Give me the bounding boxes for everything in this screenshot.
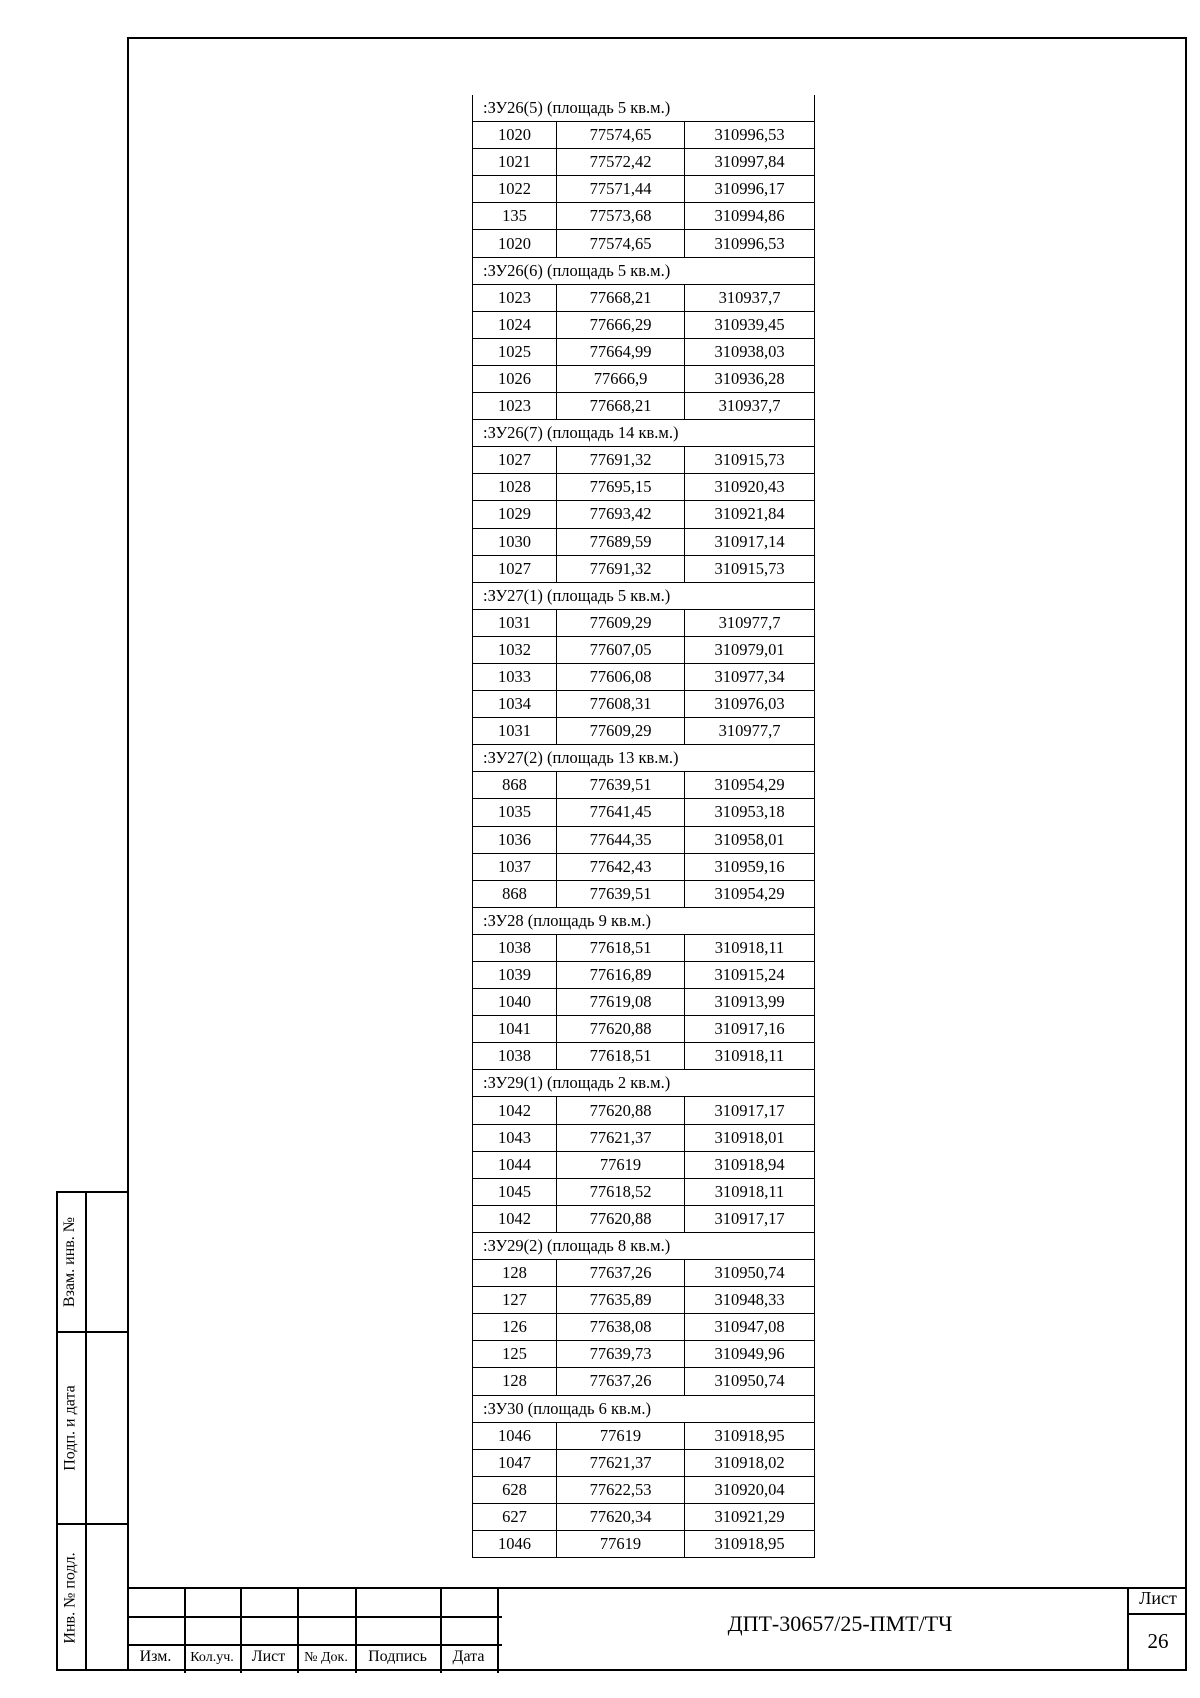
table-row: [473, 1016, 815, 1043]
point-number-cell: 126: [473, 1314, 557, 1341]
table-row: [473, 1260, 815, 1287]
table-row: [473, 501, 815, 528]
parcel-title: :ЗУ27(2) (площадь 13 кв.м.): [473, 745, 815, 772]
point-number-cell: 1036: [473, 826, 557, 853]
table-row: [473, 149, 815, 176]
y-coordinate-cell: 310948,33: [685, 1287, 815, 1314]
y-coordinate-cell: 310958,01: [685, 826, 815, 853]
table-row: [473, 799, 815, 826]
coordinates-table: [472, 95, 815, 1558]
parcel-header-row: [473, 1070, 815, 1097]
x-coordinate-cell: 77666,29: [557, 311, 685, 338]
x-coordinate-cell: 77639,51: [557, 772, 685, 799]
parcel-title: :ЗУ28 (площадь 9 кв.м.): [473, 907, 815, 934]
table-row: [473, 718, 815, 745]
y-coordinate-cell: 310917,17: [685, 1205, 815, 1232]
y-coordinate-cell: 310917,16: [685, 1016, 815, 1043]
point-number-cell: 1042: [473, 1205, 557, 1232]
x-coordinate-cell: 77609,29: [557, 718, 685, 745]
x-coordinate-cell: 77693,42: [557, 501, 685, 528]
x-coordinate-cell: 77619: [557, 1151, 685, 1178]
table-row: [473, 365, 815, 392]
x-coordinate-cell: 77606,08: [557, 663, 685, 690]
x-coordinate-cell: 77609,29: [557, 609, 685, 636]
table-row: [473, 1530, 815, 1557]
y-coordinate-cell: 310921,84: [685, 501, 815, 528]
table-row: [473, 311, 815, 338]
sheet-number: 26: [1147, 1629, 1169, 1653]
y-coordinate-cell: 310918,11: [685, 934, 815, 961]
parcel-header-row: [473, 95, 815, 122]
y-coordinate-cell: 310996,17: [685, 176, 815, 203]
y-coordinate-cell: 310920,04: [685, 1476, 815, 1503]
y-coordinate-cell: 310917,14: [685, 528, 815, 555]
stamp-label-list: Лист: [251, 1648, 286, 1665]
table-row: [473, 1449, 815, 1476]
table-row: [473, 555, 815, 582]
point-number-cell: 1045: [473, 1178, 557, 1205]
parcel-title: :ЗУ26(7) (площадь 14 кв.м.): [473, 420, 815, 447]
point-number-cell: 1023: [473, 393, 557, 420]
point-number-cell: 1043: [473, 1124, 557, 1151]
y-coordinate-cell: 310915,24: [685, 962, 815, 989]
x-coordinate-cell: 77618,51: [557, 934, 685, 961]
parcel-title: :ЗУ30 (площадь 6 кв.м.): [473, 1395, 815, 1422]
table-row: [473, 230, 815, 257]
parcel-header-row: [473, 745, 815, 772]
point-number-cell: 1038: [473, 1043, 557, 1070]
point-number-cell: 1021: [473, 149, 557, 176]
point-number-cell: 1025: [473, 338, 557, 365]
x-coordinate-cell: 77574,65: [557, 122, 685, 149]
y-coordinate-cell: 310936,28: [685, 365, 815, 392]
table-row: [473, 636, 815, 663]
table-row: [473, 826, 815, 853]
point-number-cell: 1022: [473, 176, 557, 203]
y-coordinate-cell: 310918,01: [685, 1124, 815, 1151]
point-number-cell: 1026: [473, 365, 557, 392]
parcel-header-row: [473, 907, 815, 934]
sheet-box: [1127, 1587, 1187, 1671]
point-number-cell: 1039: [473, 962, 557, 989]
stamp-label-podpis: Подпись: [368, 1648, 427, 1665]
x-coordinate-cell: 77637,26: [557, 1260, 685, 1287]
x-coordinate-cell: 77619: [557, 1530, 685, 1557]
stamp-label-doc-no: № Док.: [304, 1650, 348, 1665]
table-row: [473, 1097, 815, 1124]
stamp-label-izm: Изм.: [139, 1648, 172, 1665]
point-number-cell: 1028: [473, 474, 557, 501]
table-row: [473, 1043, 815, 1070]
y-coordinate-cell: 310994,86: [685, 203, 815, 230]
table-row: [473, 691, 815, 718]
y-coordinate-cell: 310913,99: [685, 989, 815, 1016]
point-number-cell: 1033: [473, 663, 557, 690]
document-code: ДПТ-30657/25-ПМТ/ТЧ: [727, 1611, 953, 1636]
podp-data-label: Подп. и дата: [61, 1385, 79, 1471]
x-coordinate-cell: 77638,08: [557, 1314, 685, 1341]
point-number-cell: 128: [473, 1260, 557, 1287]
y-coordinate-cell: 310996,53: [685, 230, 815, 257]
table-row: [473, 609, 815, 636]
x-coordinate-cell: 77618,51: [557, 1043, 685, 1070]
point-number-cell: 1046: [473, 1530, 557, 1557]
table-row: [473, 853, 815, 880]
x-coordinate-cell: 77644,35: [557, 826, 685, 853]
x-coordinate-cell: 77607,05: [557, 636, 685, 663]
y-coordinate-cell: 310939,45: [685, 311, 815, 338]
point-number-cell: 1029: [473, 501, 557, 528]
y-coordinate-cell: 310921,29: [685, 1503, 815, 1530]
point-number-cell: 1023: [473, 284, 557, 311]
x-coordinate-cell: 77666,9: [557, 365, 685, 392]
x-coordinate-cell: 77573,68: [557, 203, 685, 230]
y-coordinate-cell: 310915,73: [685, 447, 815, 474]
table-row: [473, 122, 815, 149]
parcel-header-row: [473, 582, 815, 609]
point-number-cell: 1047: [473, 1449, 557, 1476]
x-coordinate-cell: 77639,51: [557, 880, 685, 907]
y-coordinate-cell: 310976,03: [685, 691, 815, 718]
point-number-cell: 127: [473, 1287, 557, 1314]
x-coordinate-cell: 77574,65: [557, 230, 685, 257]
point-number-cell: 1020: [473, 122, 557, 149]
inv-podl-label: Инв. № подл.: [61, 1552, 79, 1644]
table-row: [473, 1124, 815, 1151]
parcel-title: :ЗУ29(2) (площадь 8 кв.м.): [473, 1232, 815, 1259]
y-coordinate-cell: 310954,29: [685, 772, 815, 799]
table-row: [473, 393, 815, 420]
table-row: [473, 1151, 815, 1178]
parcel-header-row: [473, 1395, 815, 1422]
y-coordinate-cell: 310959,16: [685, 853, 815, 880]
table-row: [473, 1205, 815, 1232]
y-coordinate-cell: 310937,7: [685, 284, 815, 311]
parcel-header-row: [473, 420, 815, 447]
x-coordinate-cell: 77637,26: [557, 1368, 685, 1395]
y-coordinate-cell: 310977,7: [685, 609, 815, 636]
y-coordinate-cell: 310918,95: [685, 1530, 815, 1557]
table-row: [473, 447, 815, 474]
y-coordinate-cell: 310977,7: [685, 718, 815, 745]
y-coordinate-cell: 310953,18: [685, 799, 815, 826]
x-coordinate-cell: 77571,44: [557, 176, 685, 203]
point-number-cell: 1030: [473, 528, 557, 555]
y-coordinate-cell: 310950,74: [685, 1368, 815, 1395]
y-coordinate-cell: 310949,96: [685, 1341, 815, 1368]
x-coordinate-cell: 77635,89: [557, 1287, 685, 1314]
point-number-cell: 1037: [473, 853, 557, 880]
table-row: [473, 1341, 815, 1368]
title-block: [127, 1587, 1187, 1671]
table-row: [473, 1368, 815, 1395]
point-number-cell: 1031: [473, 609, 557, 636]
x-coordinate-cell: 77622,53: [557, 1476, 685, 1503]
y-coordinate-cell: 310917,17: [685, 1097, 815, 1124]
table-row: [473, 772, 815, 799]
point-number-cell: 628: [473, 1476, 557, 1503]
x-coordinate-cell: 77639,73: [557, 1341, 685, 1368]
y-coordinate-cell: 310918,94: [685, 1151, 815, 1178]
point-number-cell: 1024: [473, 311, 557, 338]
point-number-cell: 1020: [473, 230, 557, 257]
table-row: [473, 528, 815, 555]
table-row: [473, 663, 815, 690]
table-row: [473, 203, 815, 230]
table-row: [473, 1503, 815, 1530]
point-number-cell: 125: [473, 1341, 557, 1368]
x-coordinate-cell: 77689,59: [557, 528, 685, 555]
parcel-title: :ЗУ27(1) (площадь 5 кв.м.): [473, 582, 815, 609]
y-coordinate-cell: 310997,84: [685, 149, 815, 176]
y-coordinate-cell: 310977,34: [685, 663, 815, 690]
point-number-cell: 1027: [473, 447, 557, 474]
parcel-header-row: [473, 1232, 815, 1259]
point-number-cell: 1046: [473, 1422, 557, 1449]
table-row: [473, 176, 815, 203]
y-coordinate-cell: 310918,02: [685, 1449, 815, 1476]
table-row: [473, 1314, 815, 1341]
x-coordinate-cell: 77642,43: [557, 853, 685, 880]
x-coordinate-cell: 77664,99: [557, 338, 685, 365]
x-coordinate-cell: 77621,37: [557, 1449, 685, 1476]
point-number-cell: 128: [473, 1368, 557, 1395]
x-coordinate-cell: 77621,37: [557, 1124, 685, 1151]
x-coordinate-cell: 77641,45: [557, 799, 685, 826]
y-coordinate-cell: 310915,73: [685, 555, 815, 582]
y-coordinate-cell: 310920,43: [685, 474, 815, 501]
stamp-label-kol-uch: Кол.уч.: [190, 1650, 234, 1665]
point-number-cell: 1041: [473, 1016, 557, 1043]
y-coordinate-cell: 310947,08: [685, 1314, 815, 1341]
table-row: [473, 880, 815, 907]
table-row: [473, 284, 815, 311]
point-number-cell: 135: [473, 203, 557, 230]
parcel-header-row: [473, 257, 815, 284]
point-number-cell: 627: [473, 1503, 557, 1530]
point-number-cell: 1042: [473, 1097, 557, 1124]
x-coordinate-cell: 77618,52: [557, 1178, 685, 1205]
stamp-label-data: Дата: [452, 1648, 485, 1665]
vzam-inv-label: Взам. инв. №: [61, 1216, 79, 1308]
x-coordinate-cell: 77695,15: [557, 474, 685, 501]
sheet-label: Лист: [1139, 1588, 1177, 1608]
point-number-cell: 1040: [473, 989, 557, 1016]
parcel-title: :ЗУ29(1) (площадь 2 кв.м.): [473, 1070, 815, 1097]
table-row: [473, 1287, 815, 1314]
table-row: [473, 934, 815, 961]
point-number-cell: 1035: [473, 799, 557, 826]
x-coordinate-cell: 77619: [557, 1422, 685, 1449]
table-row: [473, 474, 815, 501]
y-coordinate-cell: 310979,01: [685, 636, 815, 663]
point-number-cell: 1027: [473, 555, 557, 582]
x-coordinate-cell: 77620,34: [557, 1503, 685, 1530]
x-coordinate-cell: 77619,08: [557, 989, 685, 1016]
table-row: [473, 338, 815, 365]
y-coordinate-cell: 310918,11: [685, 1043, 815, 1070]
point-number-cell: 868: [473, 772, 557, 799]
x-coordinate-cell: 77620,88: [557, 1097, 685, 1124]
table-row: [473, 989, 815, 1016]
point-number-cell: 1044: [473, 1151, 557, 1178]
point-number-cell: 1032: [473, 636, 557, 663]
x-coordinate-cell: 77620,88: [557, 1016, 685, 1043]
y-coordinate-cell: 310937,7: [685, 393, 815, 420]
y-coordinate-cell: 310918,95: [685, 1422, 815, 1449]
parcel-title: :ЗУ26(6) (площадь 5 кв.м.): [473, 257, 815, 284]
table-row: [473, 962, 815, 989]
point-number-cell: 1034: [473, 691, 557, 718]
x-coordinate-cell: 77668,21: [557, 393, 685, 420]
table-row: [473, 1476, 815, 1503]
y-coordinate-cell: 310996,53: [685, 122, 815, 149]
x-coordinate-cell: 77668,21: [557, 284, 685, 311]
x-coordinate-cell: 77691,32: [557, 555, 685, 582]
y-coordinate-cell: 310918,11: [685, 1178, 815, 1205]
x-coordinate-cell: 77572,42: [557, 149, 685, 176]
y-coordinate-cell: 310954,29: [685, 880, 815, 907]
y-coordinate-cell: 310950,74: [685, 1260, 815, 1287]
side-panel-divider: [85, 1191, 87, 1671]
parcel-title: :ЗУ26(5) (площадь 5 кв.м.): [473, 95, 815, 122]
x-coordinate-cell: 77620,88: [557, 1205, 685, 1232]
x-coordinate-cell: 77616,89: [557, 962, 685, 989]
table-row: [473, 1422, 815, 1449]
table-row: [473, 1178, 815, 1205]
x-coordinate-cell: 77608,31: [557, 691, 685, 718]
point-number-cell: 1038: [473, 934, 557, 961]
y-coordinate-cell: 310938,03: [685, 338, 815, 365]
x-coordinate-cell: 77691,32: [557, 447, 685, 474]
point-number-cell: 1031: [473, 718, 557, 745]
point-number-cell: 868: [473, 880, 557, 907]
